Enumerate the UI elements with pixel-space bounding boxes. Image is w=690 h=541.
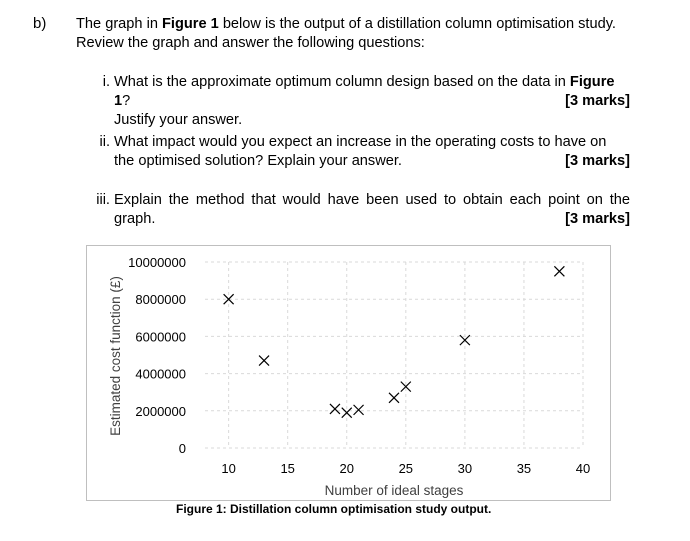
- question-line-1: What impact would you expect an increase in the operating costs to have on: [114, 134, 607, 150]
- y-tick-label: 4000000: [135, 366, 186, 382]
- question-line-2: the optimised solution? Explain your answer.: [114, 153, 402, 169]
- x-tick-label: 15: [280, 461, 295, 476]
- intro-line-1: The graph in Figure 1 below is the output of a distillation column optimisation study.: [76, 16, 616, 32]
- x-axis-label: Number of ideal stages: [324, 483, 464, 498]
- marks-label: [3 marks]: [565, 153, 630, 169]
- x-tick-label: 30: [457, 461, 473, 476]
- question-line-1: What is the approximate optimum column design based on the data in Figure 1?: [114, 74, 615, 109]
- marks-label: [3 marks]: [565, 211, 630, 227]
- question-line-1: Explain the method that would have been used to obtain each point on the: [114, 192, 630, 208]
- y-tick-label: 6000000: [135, 329, 186, 345]
- y-tick-label: 2000000: [135, 403, 186, 419]
- y-axis-label: Estimated cost function (£): [108, 276, 123, 436]
- x-tick-label: 25: [398, 461, 414, 476]
- y-tick-label: 8000000: [135, 292, 186, 308]
- x-tick-label: 20: [339, 461, 354, 476]
- marks-label: [3 marks]: [565, 93, 630, 109]
- x-tick-label: 10: [221, 461, 236, 476]
- question-number: i.: [102, 74, 110, 90]
- data-point-marker: [259, 356, 269, 366]
- question-line-2: graph.: [114, 211, 156, 227]
- y-tick-label: 0: [178, 441, 186, 456]
- figure-caption: Figure 1: Distillation column optimisation study output.: [176, 502, 492, 516]
- data-point-marker: [342, 408, 352, 418]
- y-tick-label: 10000000: [128, 255, 186, 270]
- x-tick-label: 40: [575, 461, 591, 476]
- x-tick-label: 35: [516, 461, 532, 476]
- data-point-marker: [389, 393, 399, 403]
- question-number: iii.: [96, 192, 110, 208]
- intro-line-2: Review the graph and answer the following questions:: [76, 35, 425, 51]
- section-label: b): [33, 15, 47, 32]
- data-point-marker: [554, 266, 564, 276]
- data-point-marker: [330, 404, 340, 414]
- question-line-2: Justify your answer.: [114, 112, 243, 128]
- question-number: ii.: [99, 134, 110, 150]
- data-point-marker: [354, 405, 364, 415]
